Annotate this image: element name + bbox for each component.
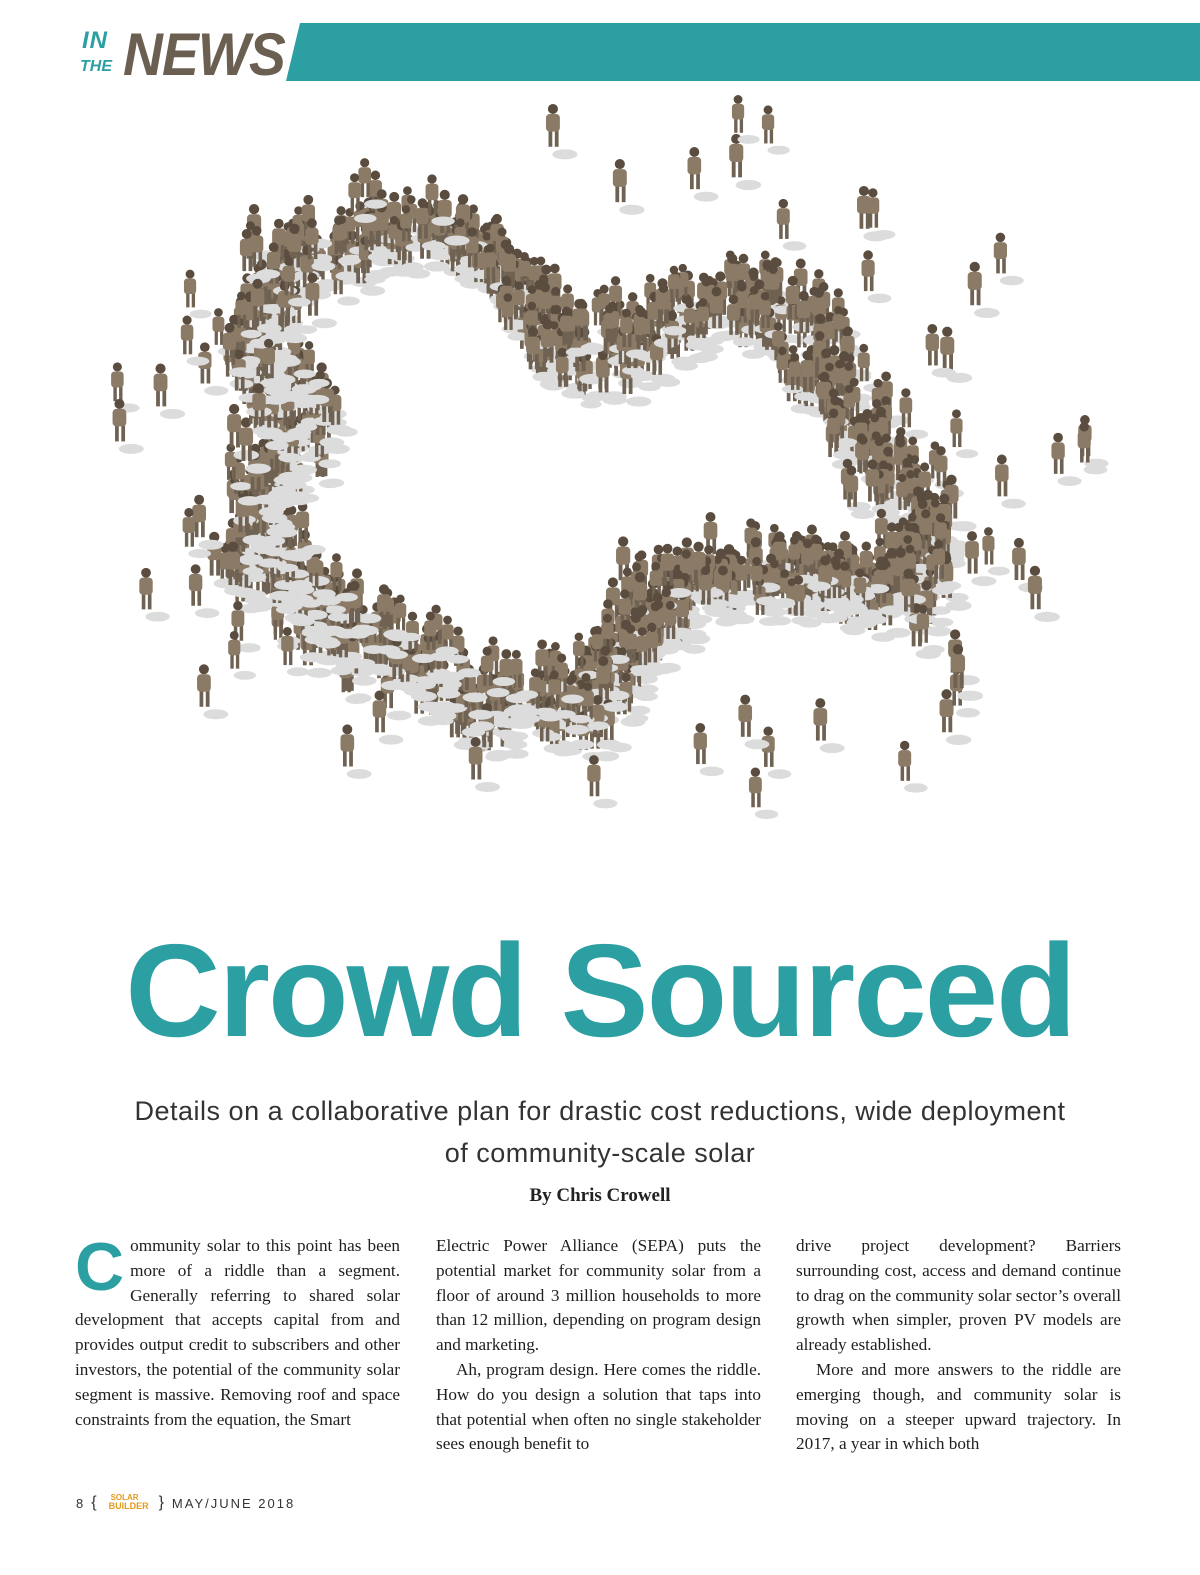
paragraph: Ah, program design. Here comes the riddle. How do you design a solution that taps into that potential when often no single stakeholder sees enough benefit to [436,1359,761,1454]
paragraph: ommunity solar to this point has been more of a riddle than a segment. Generally referring to shared solar development that accepts capital from and provides output credit to subscribers and other investors, the potential of the community solar segment is massive. Removing roof and space constraints from the equation, the Smart [75,1236,400,1429]
close-brace: } [158,1494,166,1511]
byline: By Chris Crowell [529,1185,671,1206]
issue-date: MAY/JUNE 2018 [171,1495,296,1511]
article-title: Crowd Sourced [125,917,1075,1064]
subtitle-line-1: Details on a collaborative plan for drastic cost reductions, wide deployment [134,1096,1066,1126]
column-1 [75,1229,400,1432]
subtitle-line-2: of community-scale solar [444,1137,756,1168]
crowd-illustration [60,90,1140,920]
article-body [75,1229,1125,1464]
column-3 [796,1234,1121,1457]
solar-builder-logo: SOLAR BUILDER [108,1493,149,1511]
page-footer [76,1494,295,1512]
page-number: 8 [76,1495,86,1511]
paragraph: drive project development? Barriers surrounding cost, access and demand continue to drag on the community solar sector’s overall growth when simpler, proven PV models are already established. [796,1236,1121,1355]
article-subtitle [70,1091,1130,1175]
header-news: NEWS [123,21,285,88]
header-in: IN [82,27,108,54]
paragraph: Electric Power Alliance (SEPA) puts the potential market for community solar from a floor of around 3 million households to more than 12 million, depending on program design and marketing. [436,1236,761,1355]
section-header [0,21,1200,88]
open-brace: { [91,1494,99,1511]
column-2 [436,1234,761,1457]
crowd-figures [111,95,1108,819]
drop-cap: C [75,1229,125,1305]
paragraph: More and more answers to the riddle are emerging though, and community solar is moving on a steeper upward trajectory. In 2017, a year in which both [796,1359,1121,1454]
header-the: THE [80,58,112,75]
